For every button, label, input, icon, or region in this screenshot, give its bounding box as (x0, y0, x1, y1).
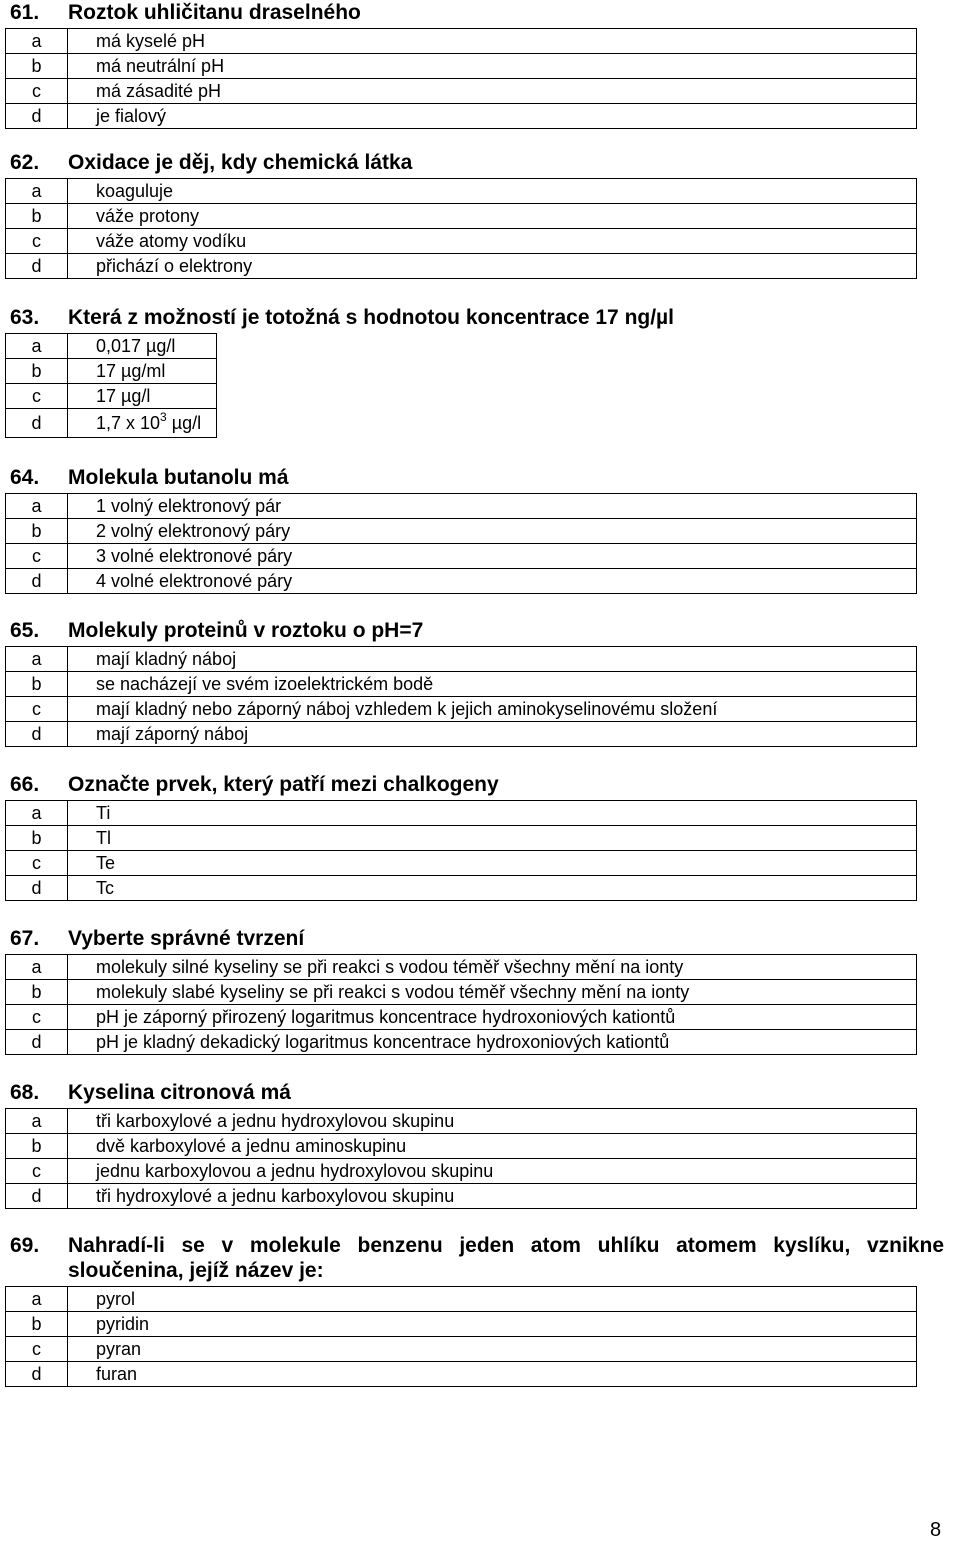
option-letter: c (6, 229, 68, 254)
option-d[interactable] (6, 569, 917, 594)
option-letter: a (6, 179, 68, 204)
option-a[interactable] (6, 29, 917, 54)
option-text: pyridin (68, 1312, 917, 1337)
question-number: 67. (10, 927, 40, 950)
option-c[interactable] (6, 79, 917, 104)
option-d[interactable] (6, 722, 917, 747)
option-text-main: 1,7 x 10 (96, 413, 161, 433)
option-c[interactable] (6, 1337, 917, 1362)
option-c[interactable] (6, 697, 917, 722)
option-text: pH je záporný přirozený logaritmus koncentrace hydroxoniových kationtů (68, 1005, 917, 1030)
option-d[interactable] (6, 254, 917, 279)
option-d[interactable] (6, 876, 917, 901)
option-text: má zásadité pH (68, 79, 917, 104)
question-text: Molekuly proteinů v roztoku o pH=7 (68, 619, 424, 642)
options-table (5, 954, 917, 1055)
option-text: Tc (68, 876, 917, 901)
question-text: Molekula butanolu má (68, 466, 289, 489)
option-letter: c (6, 544, 68, 569)
exponent: 3 (160, 410, 167, 424)
option-letter: d (6, 254, 68, 279)
option-c[interactable] (6, 544, 917, 569)
question-62 (0, 150, 960, 279)
question-number: 65. (10, 619, 40, 642)
option-letter: b (6, 54, 68, 79)
question-number: 61. (10, 1, 40, 24)
options-table (5, 800, 917, 901)
question-text: Roztok uhličitanu draselného (68, 1, 361, 24)
option-b[interactable] (6, 359, 217, 384)
option-letter: c (6, 1159, 68, 1184)
option-letter: c (6, 79, 68, 104)
option-text: váže atomy vodíku (68, 229, 917, 254)
question-number: 69. (10, 1234, 40, 1257)
options-table (5, 646, 917, 747)
option-letter: a (6, 494, 68, 519)
question-text: Oxidace je děj, kdy chemická látka (68, 151, 413, 174)
option-c[interactable] (6, 851, 917, 876)
option-a[interactable] (6, 1287, 917, 1312)
option-letter: a (6, 1109, 68, 1134)
option-letter: d (6, 722, 68, 747)
option-letter: b (6, 1134, 68, 1159)
option-text: 1 volný elektronový pár (68, 494, 917, 519)
option-text: má neutrální pH (68, 54, 917, 79)
option-a[interactable] (6, 801, 917, 826)
option-text: 17 µg/ml (68, 359, 217, 384)
option-c[interactable] (6, 1005, 917, 1030)
option-letter: d (6, 104, 68, 129)
option-text (68, 409, 217, 438)
option-d[interactable] (6, 1184, 917, 1209)
option-text: dvě karboxylové a jednu aminoskupinu (68, 1134, 917, 1159)
question-text: Nahradí-li se v molekule benzenu jeden atom uhlíku atomem kyslíku, vznikne sloučenina, jejíž název je: (68, 1234, 944, 1282)
option-letter: c (6, 1005, 68, 1030)
option-letter: a (6, 801, 68, 826)
question-text: Vyberte správné tvrzení (68, 927, 305, 950)
option-d[interactable] (6, 1030, 917, 1055)
option-text: koaguluje (68, 179, 917, 204)
option-b[interactable] (6, 204, 917, 229)
option-letter: a (6, 29, 68, 54)
option-b[interactable] (6, 1312, 917, 1337)
option-d[interactable] (6, 1362, 917, 1387)
options-table (5, 493, 917, 594)
option-letter: b (6, 826, 68, 851)
option-text: Ti (68, 801, 917, 826)
option-letter: a (6, 1287, 68, 1312)
option-letter: c (6, 697, 68, 722)
option-c[interactable] (6, 1159, 917, 1184)
option-text: furan (68, 1362, 917, 1387)
options-table (5, 28, 917, 129)
options-table (5, 333, 217, 438)
question-68 (0, 1080, 960, 1209)
option-b[interactable] (6, 54, 917, 79)
option-text: tři karboxylové a jednu hydroxylovou skupinu (68, 1109, 917, 1134)
question-64 (0, 465, 960, 594)
option-letter: b (6, 204, 68, 229)
option-text: 17 µg/l (68, 384, 217, 409)
option-b[interactable] (6, 519, 917, 544)
question-number: 66. (10, 773, 40, 796)
question-65 (0, 618, 960, 747)
option-text: mají kladný nebo záporný náboj vzhledem k jejich aminokyselinovému složení (68, 697, 917, 722)
question-text: Která z možností je totožná s hodnotou koncentrace 17 ng/µl (68, 306, 674, 329)
option-text: pyrol (68, 1287, 917, 1312)
option-letter: b (6, 519, 68, 544)
options-table (5, 178, 917, 279)
option-letter: b (6, 672, 68, 697)
option-a[interactable] (6, 955, 917, 980)
option-text: 3 volné elektronové páry (68, 544, 917, 569)
question-text: Kyselina citronová má (68, 1081, 291, 1104)
option-text: přichází o elektrony (68, 254, 917, 279)
question-text: Označte prvek, který patří mezi chalkogeny (68, 773, 499, 796)
option-text: Tl (68, 826, 917, 851)
option-a[interactable] (6, 494, 917, 519)
options-table (5, 1286, 917, 1387)
question-number: 62. (10, 151, 40, 174)
option-text: jednu karboxylovou a jednu hydroxylovou skupinu (68, 1159, 917, 1184)
option-a[interactable] (6, 179, 917, 204)
option-a[interactable] (6, 647, 917, 672)
option-letter: b (6, 980, 68, 1005)
option-letter: a (6, 334, 68, 359)
option-text: váže protony (68, 204, 917, 229)
option-c[interactable] (6, 384, 217, 409)
option-text: má kyselé pH (68, 29, 917, 54)
option-b[interactable] (6, 1134, 917, 1159)
page-number: 8 (930, 1519, 942, 1541)
option-text: Te (68, 851, 917, 876)
option-text: 4 volné elektronové páry (68, 569, 917, 594)
question-69 (0, 1233, 960, 1387)
question-number: 64. (10, 466, 40, 489)
option-letter: b (6, 359, 68, 384)
question-number: 68. (10, 1081, 40, 1104)
option-b[interactable] (6, 980, 917, 1005)
option-d[interactable] (6, 409, 217, 438)
option-text: mají záporný náboj (68, 722, 917, 747)
question-number: 63. (10, 306, 40, 329)
option-c[interactable] (6, 229, 917, 254)
option-text: mají kladný náboj (68, 647, 917, 672)
option-text: pyran (68, 1337, 917, 1362)
option-text: je fialový (68, 104, 917, 129)
option-letter: d (6, 1362, 68, 1387)
option-letter: c (6, 384, 68, 409)
option-letter: d (6, 1184, 68, 1209)
option-letter: d (6, 1030, 68, 1055)
question-63 (0, 305, 960, 438)
options-table (5, 1108, 917, 1209)
option-b[interactable] (6, 672, 917, 697)
option-text: 2 volný elektronový páry (68, 519, 917, 544)
question-66 (0, 772, 960, 901)
option-text: pH je kladný dekadický logaritmus koncentrace hydroxoniových kationtů (68, 1030, 917, 1055)
option-text: se nacházejí ve svém izoelektrickém bodě (68, 672, 917, 697)
option-a[interactable] (6, 334, 217, 359)
question-67 (0, 926, 960, 1055)
option-letter: d (6, 569, 68, 594)
option-text: 0,017 µg/l (68, 334, 217, 359)
option-letter: d (6, 876, 68, 901)
option-letter: b (6, 1312, 68, 1337)
option-letter: d (6, 409, 68, 438)
question-61 (0, 0, 960, 129)
option-text-unit: µg/l (166, 413, 202, 433)
option-text: molekuly silné kyseliny se při reakci s vodou téměř všechny mění na ionty (68, 955, 917, 980)
option-letter: c (6, 851, 68, 876)
option-b[interactable] (6, 826, 917, 851)
option-text: tři hydroxylové a jednu karboxylovou skupinu (68, 1184, 917, 1209)
option-a[interactable] (6, 1109, 917, 1134)
option-letter: a (6, 647, 68, 672)
option-letter: a (6, 955, 68, 980)
option-d[interactable] (6, 104, 917, 129)
option-letter: c (6, 1337, 68, 1362)
option-text: molekuly slabé kyseliny se při reakci s vodou téměř všechny mění na ionty (68, 980, 917, 1005)
